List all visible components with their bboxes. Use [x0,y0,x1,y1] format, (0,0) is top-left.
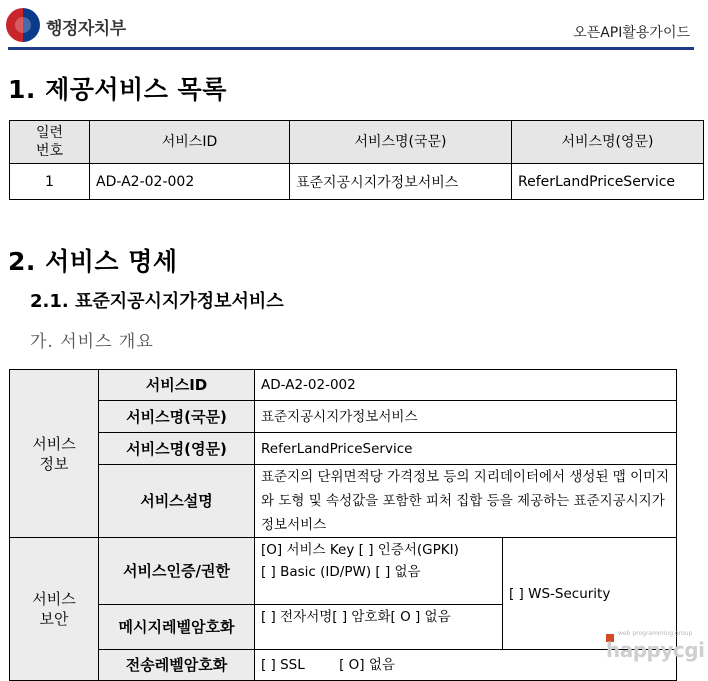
cell-serial: 1 [10,164,90,200]
table-row [10,401,677,433]
value-service-name-en: ReferLandPriceService [255,433,677,465]
header-service-name-en: 서비스명(영문) [512,121,704,164]
table-header-row [10,121,704,164]
watermark [604,630,705,662]
government-logo-icon [6,8,40,42]
value-service-description: 표준지의 단위면적당 가격정보 등의 지리데이터에서 생성된 맵 이미지와 도형 및 속성값을 포함한 피처 집합 등을 제공하는 표준지공시지가정보서비스 [255,465,677,538]
table-row [10,370,677,401]
label-message-level-encryption: 메시지레벨암호화 [99,605,255,650]
org-name: 행정자치부 [46,19,126,39]
cell-service-name-en: ReferLandPriceService [512,164,704,200]
value-service-id: AD-A2-02-002 [255,370,677,401]
subsubsection-title: 가. 서비스 개요 [30,332,154,352]
value-ws-security: [ ] WS-Security [503,538,677,650]
subsection-title: 2.1. 표준지공시지가정보서비스 [30,291,284,312]
guide-title: 오픈API활용가이드 [573,25,690,41]
label-service-description: 서비스설명 [99,465,255,538]
header-service-id: 서비스ID [90,121,290,164]
cell-service-id: AD-A2-02-002 [90,164,290,200]
section-1-title: 1. 제공서비스 목록 [8,75,227,104]
value-message-level-encryption: [ ] 전자서명[ ] 암호화[ O ] 없음 [255,605,503,650]
watermark-tagline: web programming group [618,630,693,637]
value-auth: [O] 서비스 Key [ ] 인증서(GPKI) [ ] Basic (ID/PW) [ ] 없음 [255,538,503,605]
value-service-name-kr: 표준지공시지가정보서비스 [255,401,677,433]
header-divider [8,47,694,50]
table-row [10,164,704,200]
table-row [10,650,677,681]
service-list-table [9,120,704,200]
table-row [10,433,677,465]
group-label-service-security: 서비스 보안 [10,538,99,681]
header-serial: 일련 번호 [10,121,90,164]
section-2-title: 2. 서비스 명세 [8,247,178,276]
value-transport-level-encryption: [ ] SSL [ O] 없음 [255,650,677,681]
label-service-name-kr: 서비스명(국문) [99,401,255,433]
watermark-brand: happycgi [606,638,705,662]
service-spec-table [9,369,677,681]
label-service-name-en: 서비스명(영문) [99,433,255,465]
table-row [10,538,677,605]
label-transport-level-encryption: 전송레벨암호화 [99,650,255,681]
label-auth: 서비스인증/권한 [99,538,255,605]
group-label-service-info: 서비스 정보 [10,370,99,538]
header-service-name-kr: 서비스명(국문) [290,121,512,164]
label-service-id: 서비스ID [99,370,255,401]
cell-service-name-kr: 표준지공시지가정보서비스 [290,164,512,200]
table-row [10,465,677,538]
